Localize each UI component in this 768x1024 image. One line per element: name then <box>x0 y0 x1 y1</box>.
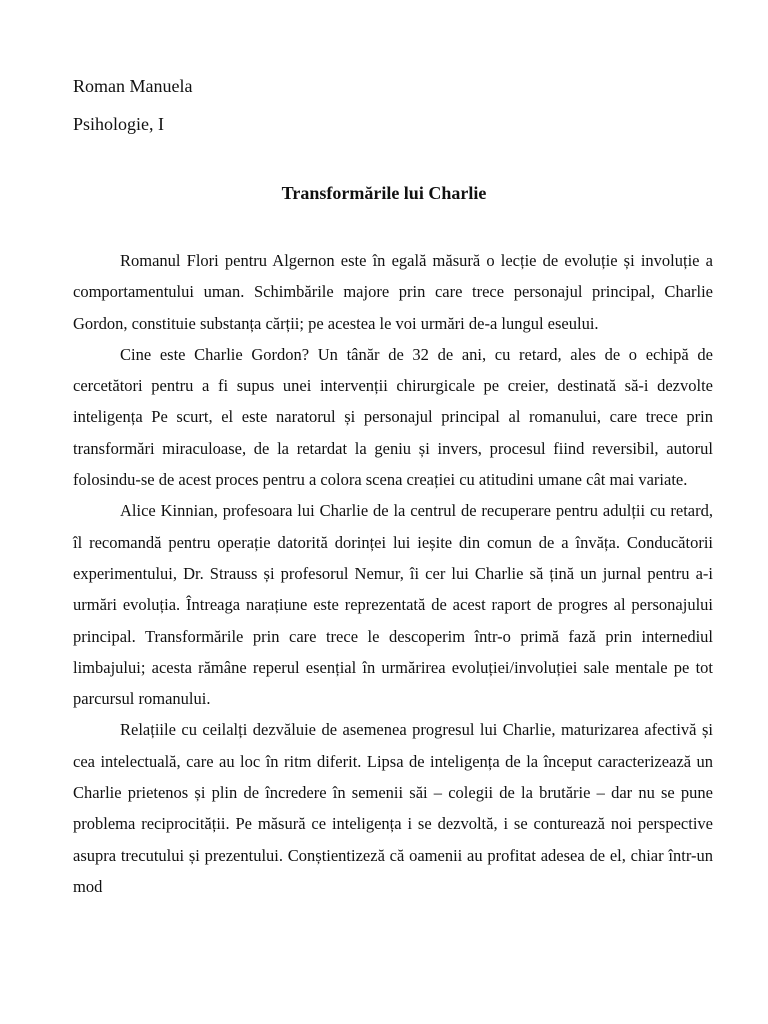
paragraph-4: Relațiile cu ceilalți dezvăluie de asemenea progresul lui Charlie, maturizarea afectivă și cea intelectuală, care au loc în ritm diferit. Lipsa de inteligența de la început caracterizează un Charlie prietenos și plin de încredere în semenii săi – colegii de la brutărie – dar nu se pune problema reciprocității. Pe măsură ce inteligența i se dezvoltă, i se conturează noi perspective asupra trecutului și prezentului. Conștientizeză că oamenii au profitat adesea de el, chiar într-un mod <box>73 720 713 896</box>
author-course: Psihologie, I <box>73 114 165 134</box>
paragraph-2: Cine este Charlie Gordon? Un tânăr de 32 de ani, cu retard, ales de o echipă de cercetători pentru a fi supus unei intervenții chirurgicale pe creier, destinată să-i dezvolte inteligența Pe scurt, el este naratorul și personajul principal al romanului, care trece prin transformări miraculoase, de la retardat la geniu și invers, procesul fiind reversibil, autorul folosindu-se de acest proces pentru a colora scena creației cu atitudini umane cât mai variate. <box>73 344 713 490</box>
essay-body <box>73 245 713 902</box>
paragraph-3: Alice Kinnian, profesoara lui Charlie de la centrul de recuperare pentru adulții cu retard, îl recomandă pentru operație datorită dorinței lui ieșite din comun de a învăța. Conducătorii experimentului, Dr. Strauss și profesorul Nemur, îi cer lui Charlie să țină un jurnal pentru a-i urmări evoluția. Întreaga narațiune este reprezentată de acest raport de progres al personajului principal. Transformările prin care trece le descoperim într-o primă fază prin internediul limbajului; acesta rămâne reperul esențial în urmărirea evoluției/involuției sale mentale pe tot parcursul romanului. <box>73 501 713 709</box>
document-title: Transformările lui Charlie <box>281 183 487 203</box>
paragraph-1: Romanul Flori pentru Algernon este în egală măsură o lecție de evoluție și involuție a comportamentului uman. Schimbările majore prin care trece personajul principal, Charlie Gordon, constituie substanța cărții; pe acestea le voi urmări de-a lungul eseului. <box>73 251 713 333</box>
author-name: Roman Manuela <box>73 76 193 96</box>
